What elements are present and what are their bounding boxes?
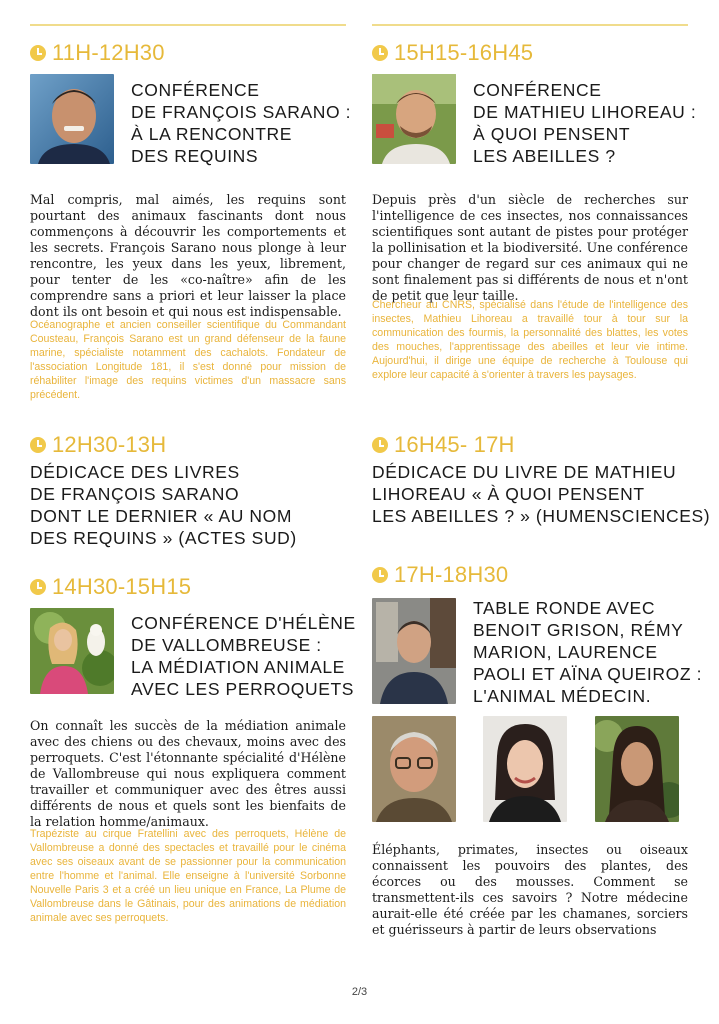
time-slot <box>372 562 508 588</box>
time-slot <box>372 40 533 66</box>
speaker-photo-marion <box>372 716 456 822</box>
speaker-photo-queiroz <box>595 716 679 822</box>
session-title: CONFÉRENCE DE FRANÇOIS SARANO : À LA RENCONTRE DES REQUINS <box>131 80 352 166</box>
session-description: Éléphants, primates, insectes ou oiseaux connaissent les pouvoirs des plantes, des écorces ou des mousses. Comment se transmettent-ils ces savoirs ? Notre médecine aurait-elle été créée par les chamanes, sorciers et guérisseurs à partir de leurs observations <box>372 842 688 937</box>
time-label: 16H45- 17H <box>394 432 515 457</box>
clock-icon <box>30 579 46 595</box>
speaker-photo-grison <box>372 598 456 704</box>
page-number: 2/3 <box>351 986 368 998</box>
speaker-photo-vallombreuse <box>30 608 114 694</box>
session-description: Mal compris, mal aimés, les requins sont pourtant des animaux fascinants dont nous commençons à découvrir les comportements et les secrets. François Sarano nous plonge à leur rencontre, les yeux dans les yeux, librement, pour tenter de les «co-naître» afin de les comprendre sans a priori et leur laisser la place dont ils ont besoin et qui nous est indispensable. <box>30 192 346 319</box>
session-description: On connaît les succès de la médiation animale avec des chiens ou des chevaux, moins avec des perroquets. C'est l'étonnante spécialité d'Hélène de Vallombreuse qui nous expliquera comment travailler et communiquer avec des êtres aussi différents de nous et quels sont les bienfaits de la relation homme/animaux. <box>30 718 346 829</box>
top-rule-left <box>30 24 346 26</box>
time-slot <box>30 574 191 600</box>
speaker-bio: Chercheur au CNRS, spécialisé dans l'étude de l'intelligence des insectes, Mathieu Lihoreau a travaillé tour à tour sur la communication des fourmis, la personnalité des blattes, les votes des mouches, l'apprentissage des abeilles et leur vie intime. Aujourd'hui, il dirige une équipe de recherche à Toulouse qui explore leur capacité à s'orienter à travers les paysages. <box>372 299 688 381</box>
time-label: 14H30-15H15 <box>52 574 192 599</box>
clock-icon <box>30 45 46 61</box>
session-title: CONFÉRENCE DE MATHIEU LIHOREAU : À QUOI PENSENT LES ABEILLES ? <box>473 80 697 166</box>
speaker-photo-sarano <box>30 74 114 164</box>
time-label: 11H-12H30 <box>52 40 165 65</box>
speaker-bio: Océanographe et ancien conseiller scientifique du Commandant Cousteau, François Sarano est un grand défenseur de la faune marine, spécialiste notamment des cachalots. Fondateur de l'association Longitude 181, il s'est donné pour mission de réhabiliter l'image des requins victimes d'un massacre sans précédent. <box>30 319 346 401</box>
time-label: 15H15-16H45 <box>394 40 534 65</box>
time-slot <box>372 432 515 458</box>
session-title: DÉDICACE DU LIVRE DE MATHIEU LIHOREAU « À QUOI PENSENT LES ABEILLES ? » (HUMENSCIENCES) <box>372 462 711 526</box>
clock-icon <box>372 45 388 61</box>
time-label: 12H30-13H <box>52 432 167 457</box>
time-label: 17H-18H30 <box>394 562 509 587</box>
session-description: Depuis près d'un siècle de recherches sur l'intelligence de ces insectes, nos connaissances scientifiques sont autant de pistes pour protéger la pollinisation et la biodiversité. Une conférence pour changer de regard sur ces animaux qui ne sont finalement pas si différents de nous et n'ont de petit que leur taille. <box>372 192 688 303</box>
time-slot <box>30 40 165 66</box>
clock-icon <box>30 437 46 453</box>
time-slot <box>30 432 166 458</box>
speaker-photo-lihoreau <box>372 74 456 164</box>
session-title: TABLE RONDE AVEC BENOIT GRISON, RÉMY MARION, LAURENCE PAOLI ET AÏNA QUEIROZ : L'ANIMAL MÉDECIN. <box>473 598 703 706</box>
speaker-photo-paoli <box>483 716 567 822</box>
session-title: CONFÉRENCE D'HÉLÈNE DE VALLOMBREUSE : LA MÉDIATION ANIMALE AVEC LES PERROQUETS <box>131 613 356 699</box>
top-rule-right <box>372 24 688 26</box>
speaker-bio: Trapéziste au cirque Fratellini avec des perroquets, Hélène de Vallombreuse a donné des spectacles et travaillé pour le cinéma avec ses oiseaux avant de se passionner pour la communication entre l'homme et l'animal. Elle enseigne à l'université Sorbonne Nouvelle Paris 3 et a créé un lieu unique en France, La Plume de Vallombreuse dans le Gâtinais, pour des animations de médiation animale avec ses perroquets. <box>30 828 346 924</box>
session-title: DÉDICACE DES LIVRES DE FRANÇOIS SARANO DONT LE DERNIER « AU NOM DES REQUINS » (ACTES SUD) <box>30 462 297 548</box>
clock-icon <box>372 567 388 583</box>
clock-icon <box>372 437 388 453</box>
